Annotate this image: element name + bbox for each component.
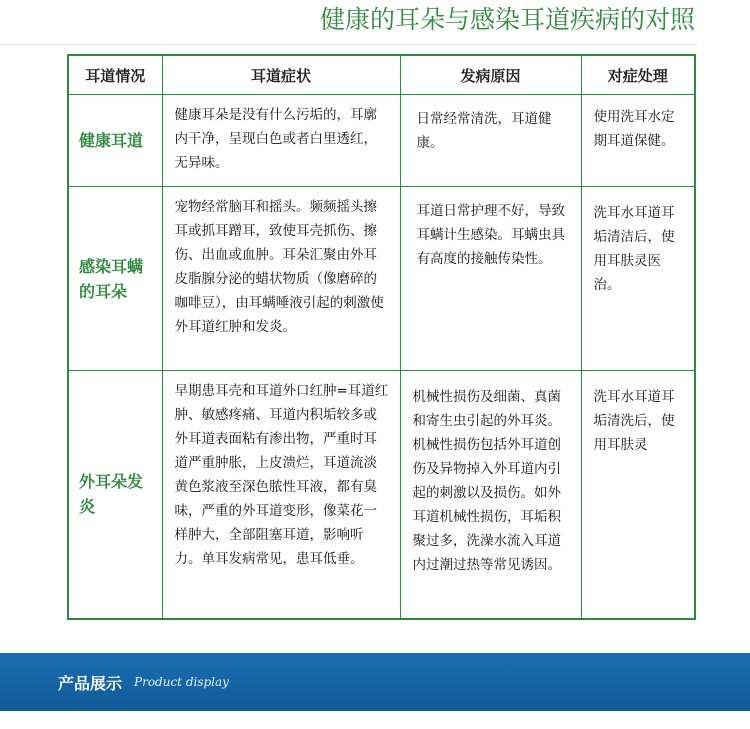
cause-cell: 日常经常清洗，耳道健康。 <box>400 95 581 187</box>
table-row <box>68 187 695 371</box>
treatment-cell: 洗耳水耳道耳垢清洁后，使用耳肤灵医治。 <box>581 187 695 371</box>
condition-cell: 感染耳螨的耳朵 <box>68 187 162 371</box>
header-symptoms: 耳道症状 <box>162 55 400 95</box>
banner-title: 产品展示 <box>58 673 123 693</box>
treatment-cell: 使用洗耳水定期耳道保健。 <box>581 95 695 187</box>
header-treatment: 对症处理 <box>581 55 695 95</box>
page-title: 健康的耳朵与感染耳道疾病的对照 <box>319 5 695 34</box>
comparison-table <box>67 54 696 620</box>
table-row <box>68 371 695 619</box>
treatment-cell: 洗耳水耳道耳垢清洗后，使用耳肤灵 <box>581 371 695 619</box>
cause-cell: 耳道日常护理不好，导致耳螨计生感染。耳螨虫具有高度的接触传染性。 <box>400 187 581 371</box>
banner-subtitle: Product display <box>134 675 229 689</box>
title-divider <box>0 44 697 45</box>
header-cause: 发病原因 <box>400 55 581 95</box>
product-display-banner <box>0 653 750 711</box>
table-header-row <box>68 55 695 95</box>
symptoms-cell: 宠物经常脑耳和摇头。频频摇头擦耳或抓耳蹭耳，致使耳壳抓伤、擦伤、出血或血肿。耳朵汇聚由外耳皮脂腺分泌的蜡状物质（像磨碎的咖啡豆），由耳螨唾液引起的刺激使外耳道红肿和发炎。 <box>162 187 400 371</box>
symptoms-cell: 健康耳朵是没有什么污垢的，耳廓内干净，呈现白色或者白里透红，无异味。 <box>162 95 400 187</box>
header-condition: 耳道情况 <box>68 55 162 95</box>
cause-cell: 机械性损伤及细菌、真菌和寄生虫引起的外耳炎。机械性损伤包括外耳道创伤及异物掉入外耳道内引起的刺激以及损伤。如外耳道机械性损伤，耳垢积聚过多，洗澡水流入耳道内过潮过热等常见诱因。 <box>400 371 581 619</box>
condition-cell: 外耳朵发炎 <box>68 371 162 619</box>
table-row <box>68 95 695 187</box>
symptoms-cell: 早期患耳壳和耳道外口红肿=耳道红肿、敏感疼痛、耳道内积垢较多或外耳道表面粘有渗出物，严重时耳道严重肿胀，上皮溃烂，耳道流淡黄色浆液至深色脓性耳液，都有臭味，严重的外耳道变形，像菜花一样肿大，全部阻塞耳道，影响听力。单耳发病常见，患耳低垂。 <box>162 371 400 619</box>
condition-cell: 健康耳道 <box>68 95 162 187</box>
